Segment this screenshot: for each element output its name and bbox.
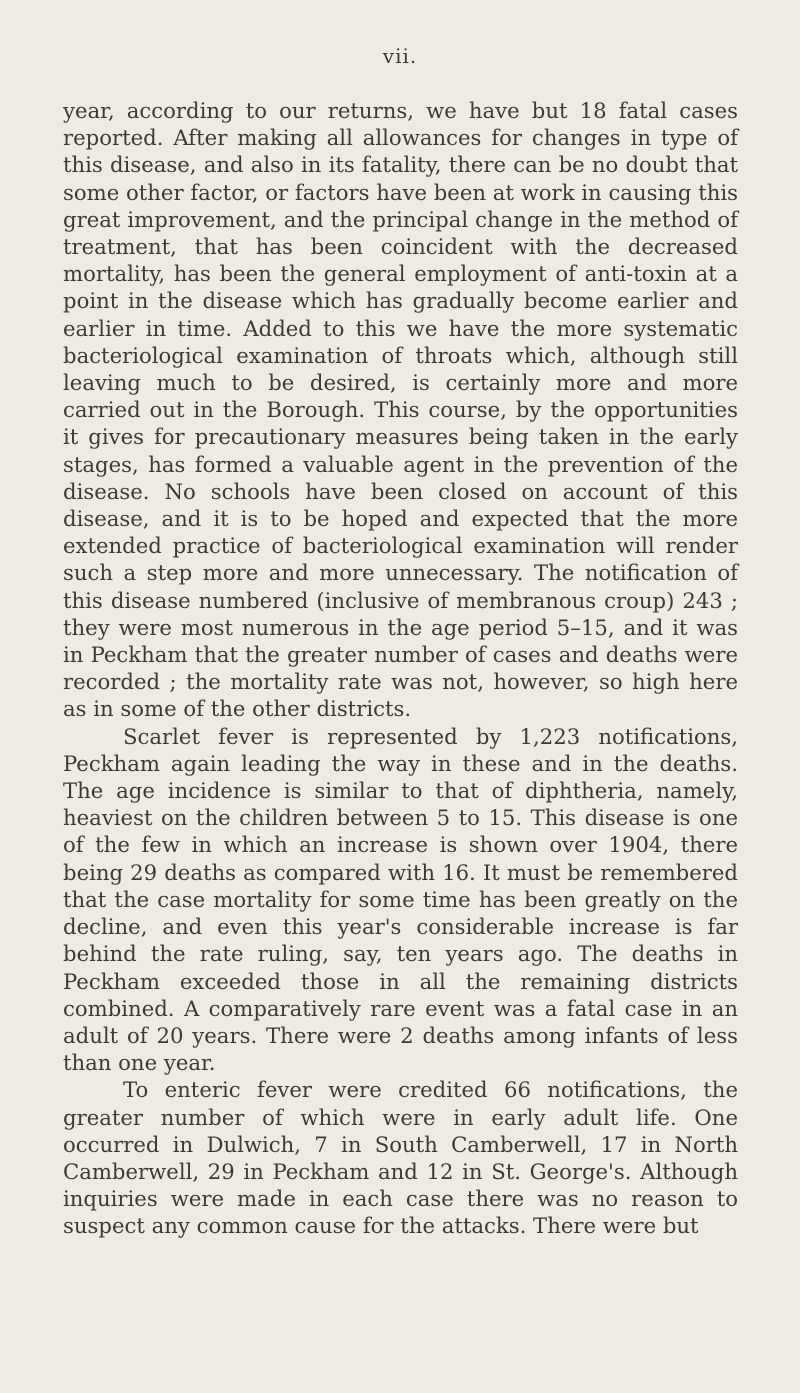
- paragraph-diphtheria-continued: year, according to our returns, we have but 18 fatal cases reported. After making all allowances for changes in type of this disease, and also in its fatality, there can be no doubt that some other factor, or factors have been at work in causing this great improvement, and the principal change in the method of treatment, that has been coincident with the decreased mortality, has been the general employment of anti-toxin at a point in the disease which has gradually become earlier and earlier in time. Added to this we have the more systematic bacteriological examination of throats which, although still leaving much to be desired, is certainly more and more carried out in the Borough. This course, by the opportunities it gives for precautionary measures being taken in the early stages, has formed a valuable agent in the prevention of the disease. No schools have been closed on account of this disease, and it is to be hoped and expected that the more extended practice of bacteriological examination will render such a step more and more unnecessary. The notification of this disease numbered (inclusive of membranous croup) 243 ; they were most numerous in the age period 5–15, and it was in Peckham that the greater number of cases and deaths were recorded ; the mortality rate was not, however, so high here as in some of the other districts.: [63, 98, 738, 722]
- paragraph-enteric-fever: To enteric fever were credited 66 notifications, the greater number of which were in early adult life. One occurred in Dulwich, 7 in South Camberwell, 17 in North Camberwell, 29 in Peckham and 12 in St. George's. Although inquiries were made in each case there was no reason to suspect any common cause for the attacks. There were but: [63, 1077, 738, 1239]
- paragraph-scarlet-fever: Scarlet fever is represented by 1,223 notifications, Peckham again leading the way in these and in the deaths. The age incidence is similar to that of diphtheria, namely, heaviest on the children between 5 to 15. This disease is one of the few in which an increase is shown over 1904, there being 29 deaths as compared with 16. It must be remembered that the case mortality for some time has been greatly on the decline, and even this year's considerable increase is far behind the rate ruling, say, ten years ago. The deaths in Peckham exceeded those in all the remaining districts combined. A comparatively rare event was a fatal case in an adult of 20 years. There were 2 deaths among infants of less than one year.: [63, 723, 738, 1076]
- page-number: vii.: [382, 44, 418, 68]
- document-body: [63, 97, 738, 1240]
